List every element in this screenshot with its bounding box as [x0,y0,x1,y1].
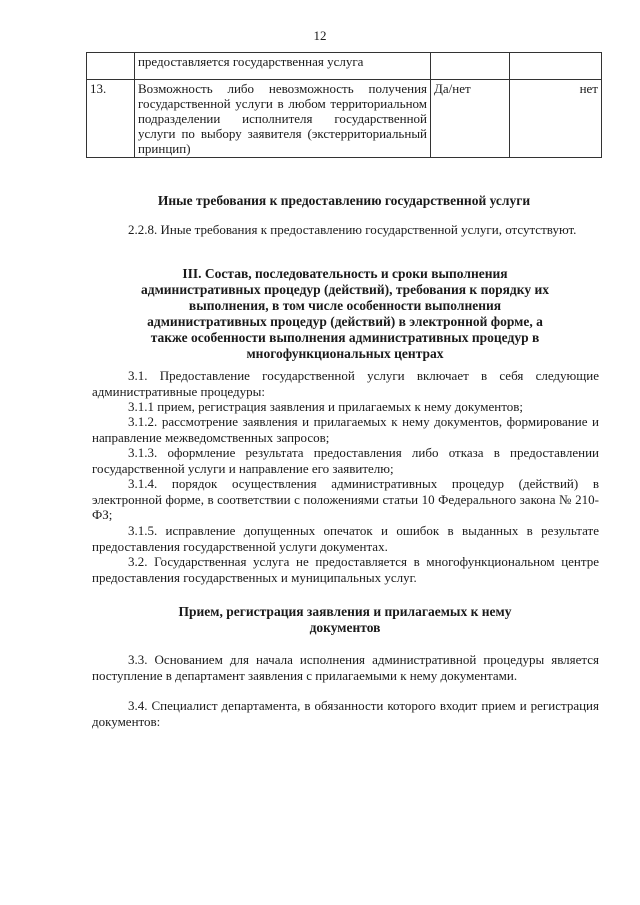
paragraph-3-1-5 [92,523,599,554]
paragraph-3-1-1 [92,399,599,415]
section-heading-reception: Прием, регистрация заявления и прилагаемых к нему документов [178,604,512,635]
paragraph-text: 3.1.2. рассмотрение заявления и прилагаемых к нему документов, формирование и направление межведомственных запросов; [92,414,599,445]
section-heading-iii: III. Состав, последовательность и сроки выполнения административных процедур (действий), требования к порядку их выполнения, в том числе особенности выполнения административных процедур (действий) в электронной форме, а также особенности выполнения административных процедур в многофункциональных центрах [141,266,549,361]
table-cell-number [87,53,135,80]
table-cell-value: нет [510,80,602,158]
paragraph-3-1-3 [92,445,599,476]
paragraph-text: 3.1.1 прием, регистрация заявления и прилагаемых к нему документов; [128,399,524,414]
paragraph-2-2-8 [92,222,599,238]
table-cell-number: 13. [87,80,135,158]
paragraph-text: 3.2. Государственная услуга не предоставляется в многофункциональном центре предоставления государственных и муниципальных услуг. [92,554,599,585]
table-row [87,53,602,80]
paragraph-text: 3.1.3. оформление результата предоставления либо отказа в предоставлении государственной услуги и направление его заявителю; [92,445,599,476]
paragraph-text: 3.4. Специалист департамента, в обязанности которого входит прием и регистрация документов: [92,698,599,729]
paragraph-3-1 [92,368,599,399]
table-cell-description: Возможность либо невозможность получения государственной услуги в любом территориальном подразделении исполнителя государственной услуги по выбору заявителя (экстерриториальный принцип) [134,80,430,158]
paragraph-3-1-2 [92,414,599,445]
table-row [87,80,602,158]
paragraph-text: 3.1.4. порядок осуществления административных процедур (действий) в электронной форме, в соответствии с положениями статьи 10 Федерального закона № 210-ФЗ; [92,476,599,522]
table-cell-value [510,53,602,80]
paragraph-text: 3.1.5. исправление допущенных опечаток и ошибок в выданных в результате предоставления государственной услуги документах. [92,523,599,554]
paragraph-3-4 [92,698,599,729]
page-number: 12 [313,28,327,43]
paragraph-3-3 [92,652,599,683]
requirements-table [86,52,602,158]
table-cell-options [431,53,510,80]
paragraph-3-1-4 [92,476,599,523]
table-cell-options: Да/нет [431,80,510,158]
table-cell-description: предоставляется государственная услуга [134,53,430,80]
paragraph-3-2 [92,554,599,585]
paragraph-text: 3.1. Предоставление государственной услуги включает в себя следующие административные процедуры: [92,368,599,399]
paragraph-text: 2.2.8. Иные требования к предоставлению государственной услуги, отсутствуют. [128,222,577,237]
section-heading-other-requirements: Иные требования к предоставлению государственной услуги [157,193,531,208]
paragraph-text: 3.3. Основанием для начала исполнения административной процедуры является поступление в департамент заявления с прилагаемыми к нему документами. [92,652,599,683]
